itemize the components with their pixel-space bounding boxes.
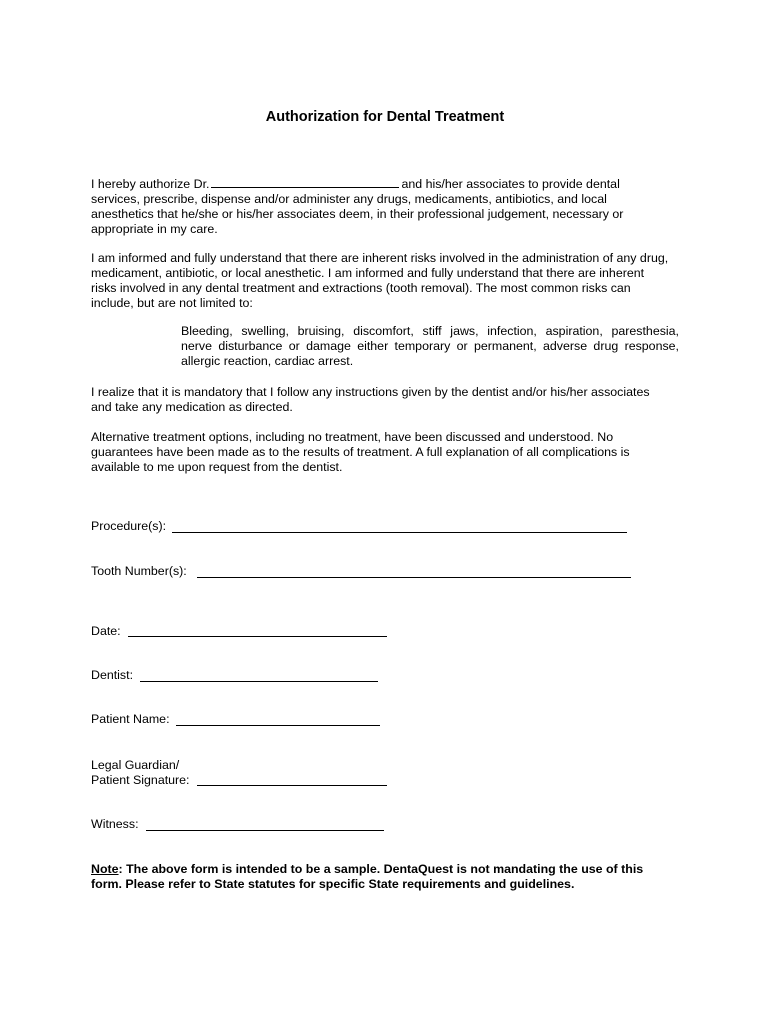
instructions-paragraph — [91, 385, 691, 415]
tooth-numbers-field[interactable] — [197, 577, 631, 578]
risk-list-line-3: allergic reaction, cardiac arrest. — [181, 354, 354, 368]
risk-list-line-1: Bleeding, swelling, bruising, discomfort, stiff jaws, infection, aspiration, paresthesia, — [181, 324, 679, 338]
date-row — [91, 624, 121, 639]
witness-field[interactable] — [146, 830, 384, 831]
authorization-prefix: I hereby authorize Dr. — [91, 177, 210, 191]
patient-signature-field[interactable] — [197, 785, 387, 786]
risks-line-1: I am informed and fully understand that there are inherent risks involved in the administration of any drug, — [91, 251, 669, 265]
note-line-1-text: : The above form is intended to be a sample. DentaQuest is not mandating the use of this — [118, 862, 644, 876]
guardian-row — [91, 758, 190, 788]
note-tag: Note — [91, 862, 119, 876]
tooth-numbers-row — [91, 564, 187, 579]
patient-name-label: Patient Name: — [91, 712, 170, 726]
note-line-2: form. Please refer to State statutes for specific State requirements and guidelines. — [91, 877, 575, 891]
risk-list — [181, 324, 679, 369]
dentist-row — [91, 668, 133, 683]
authorization-line-4: appropriate in my care. — [91, 222, 218, 236]
doctor-name-field[interactable] — [211, 176, 399, 188]
authorization-line-3: anesthetics that he/she or his/her associates deem, in their professional judgement, necessary or — [91, 207, 624, 221]
dentist-label: Dentist: — [91, 668, 134, 682]
date-label: Date: — [91, 624, 121, 638]
alternatives-line-2: guarantees have been made as to the results of treatment. A full explanation of all complications is — [91, 445, 630, 459]
alternatives-paragraph — [91, 430, 691, 475]
authorization-paragraph — [91, 176, 691, 237]
dentist-field[interactable] — [140, 681, 378, 682]
witness-row — [91, 817, 139, 832]
risk-list-line-2: nerve disturbance or damage either temporary or permanent, adverse drug response, — [181, 339, 679, 353]
procedures-label: Procedure(s): — [91, 519, 167, 533]
form-title: Authorization for Dental Treatment — [265, 109, 505, 125]
alternatives-line-1: Alternative treatment options, including no treatment, have been discussed and understood. No — [91, 430, 614, 444]
patient-name-row — [91, 712, 170, 727]
authorization-line-1 — [91, 176, 691, 192]
guardian-label-line-1: Legal Guardian/ — [91, 758, 180, 772]
instructions-line-1: I realize that it is mandatory that I follow any instructions given by the dentist and/or his/her associates — [91, 385, 650, 399]
risks-line-2: medicament, antibiotic, or local anesthetic. I am informed and fully understand that there are inherent — [91, 266, 645, 280]
note-line-1 — [91, 862, 643, 877]
risks-line-3: risks involved in any dental treatment and extractions (tooth removal). The most common risks can — [91, 281, 631, 295]
authorization-line-2: services, prescribe, dispense and/or administer any drugs, medicaments, antibiotics, and local — [91, 192, 607, 206]
tooth-numbers-label: Tooth Number(s): — [91, 564, 187, 578]
risks-paragraph — [91, 251, 691, 311]
date-field[interactable] — [128, 636, 387, 637]
guardian-label-line-2: Patient Signature: — [91, 773, 190, 787]
procedures-row — [91, 519, 166, 534]
patient-name-field[interactable] — [176, 725, 380, 726]
risks-line-4: include, but are not limited to: — [91, 296, 253, 310]
alternatives-line-3: available to me upon request from the dentist. — [91, 460, 343, 474]
instructions-line-2: and take any medication as directed. — [91, 400, 293, 414]
authorization-suffix: and his/her associates to provide dental — [401, 177, 620, 191]
procedures-field[interactable] — [172, 532, 627, 533]
witness-label: Witness: — [91, 817, 139, 831]
disclaimer-note — [91, 862, 643, 892]
